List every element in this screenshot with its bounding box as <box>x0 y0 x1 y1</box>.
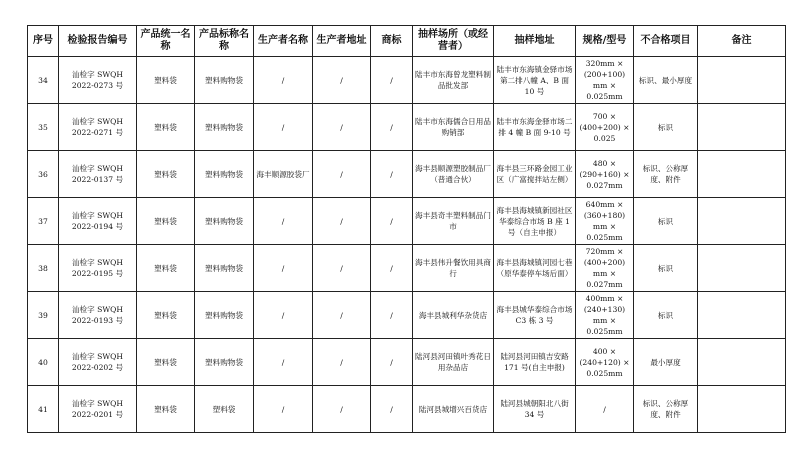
cell-sampling-address: 陆丰市东海镇金驿市场第二排八幢 A、B 面 10 号 <box>494 57 576 104</box>
cell-report-no: 汕检字 SWQH 2022-0271 号 <box>59 104 137 151</box>
cell-report-no: 汕检字 SWQH 2022-0193 号 <box>59 292 137 339</box>
table-row <box>28 104 786 151</box>
header-producer-name: 生产者名称 <box>254 26 313 57</box>
cell-remarks <box>698 151 786 198</box>
cell-producer-name: / <box>254 104 313 151</box>
table-row <box>28 339 786 386</box>
cell-sampling-address: 陆河县城朝阳北八街 34 号 <box>494 386 576 433</box>
header-unified-name: 产品统一名称 <box>137 26 195 57</box>
cell-unified-name: 塑料袋 <box>137 339 195 386</box>
cell-producer-address: / <box>313 104 371 151</box>
table-row <box>28 292 786 339</box>
cell-serial-no: 36 <box>28 151 59 198</box>
cell-report-no: 汕检字 SWQH 2022-0194 号 <box>59 198 137 245</box>
cell-sampling-site: 陆河县河田镇叶秀花日用杂品店 <box>413 339 494 386</box>
cell-sampling-address: 陆河县河田镇吉安路 171 号(自主申报) <box>494 339 576 386</box>
table-row <box>28 151 786 198</box>
cell-serial-no: 39 <box>28 292 59 339</box>
table-row <box>28 198 786 245</box>
header-sampling-address: 抽样地址 <box>494 26 576 57</box>
cell-spec-model: 720mm × (400+200) mm × 0.027mm <box>576 245 634 292</box>
sampling-results-table <box>27 25 786 433</box>
cell-producer-address: / <box>313 292 371 339</box>
cell-producer-address: / <box>313 245 371 292</box>
table-row <box>28 386 786 433</box>
cell-producer-name: / <box>254 57 313 104</box>
cell-nominal-name: 塑料购物袋 <box>195 339 254 386</box>
cell-remarks <box>698 339 786 386</box>
cell-serial-no: 37 <box>28 198 59 245</box>
cell-sampling-site: 海丰县顺源塑胶制品厂（普通合伙） <box>413 151 494 198</box>
table-header-row <box>28 26 786 57</box>
cell-remarks <box>698 104 786 151</box>
cell-sampling-address: 海丰县城华泰综合市场 C3 栋 3 号 <box>494 292 576 339</box>
cell-sampling-address: 海丰县三环路金园工业区（广富搅拌站左侧） <box>494 151 576 198</box>
table-row <box>28 57 786 104</box>
cell-trademark: / <box>371 198 413 245</box>
cell-unified-name: 塑料袋 <box>137 292 195 339</box>
cell-failed-items: 标识 <box>634 292 698 339</box>
cell-failed-items: 标识 <box>634 245 698 292</box>
cell-failed-items: 标识、最小厚度 <box>634 57 698 104</box>
header-sampling-site: 抽样场所（或经营者） <box>413 26 494 57</box>
header-producer-address: 生产者地址 <box>313 26 371 57</box>
cell-remarks <box>698 386 786 433</box>
cell-sampling-address: 海丰县海城镇河园七巷（原华泰停车场后面） <box>494 245 576 292</box>
cell-failed-items: 标识、公称厚度、附件 <box>634 151 698 198</box>
cell-trademark: / <box>371 151 413 198</box>
cell-nominal-name: 塑料袋 <box>195 386 254 433</box>
header-report-no: 检验报告编号 <box>59 26 137 57</box>
cell-remarks <box>698 198 786 245</box>
cell-serial-no: 41 <box>28 386 59 433</box>
cell-trademark: / <box>371 386 413 433</box>
cell-producer-address: / <box>313 386 371 433</box>
cell-producer-name: 海丰顺源胶袋厂 <box>254 151 313 198</box>
cell-nominal-name: 塑料购物袋 <box>195 151 254 198</box>
cell-producer-address: / <box>313 198 371 245</box>
cell-sampling-site: 陆丰市东海儒合日用品购销部 <box>413 104 494 151</box>
cell-report-no: 汕检字 SWQH 2022-0195 号 <box>59 245 137 292</box>
cell-sampling-site: 海丰县奇丰塑料制品门市 <box>413 198 494 245</box>
header-serial-no: 序号 <box>28 26 59 57</box>
cell-producer-name: / <box>254 386 313 433</box>
header-trademark: 商标 <box>371 26 413 57</box>
table-row <box>28 245 786 292</box>
cell-producer-name: / <box>254 198 313 245</box>
cell-trademark: / <box>371 292 413 339</box>
cell-unified-name: 塑料袋 <box>137 57 195 104</box>
cell-spec-model: 480 × (290+160) × 0.027mm <box>576 151 634 198</box>
cell-spec-model: 700 × (400+200) × 0.025 <box>576 104 634 151</box>
header-failed-items: 不合格项目 <box>634 26 698 57</box>
cell-remarks <box>698 57 786 104</box>
cell-sampling-site: 陆河县城增兴百货店 <box>413 386 494 433</box>
cell-sampling-address: 海丰县海城镇新园社区华泰综合市场 B 座 1 号（自主申报） <box>494 198 576 245</box>
cell-sampling-address: 陆丰市东海金驿市场二排 4 幢 B 面 9-10 号 <box>494 104 576 151</box>
cell-report-no: 汕检字 SWQH 2022-0273 号 <box>59 57 137 104</box>
cell-serial-no: 38 <box>28 245 59 292</box>
cell-report-no: 汕检字 SWQH 2022-0137 号 <box>59 151 137 198</box>
cell-unified-name: 塑料袋 <box>137 151 195 198</box>
header-nominal-name: 产品标称名称 <box>195 26 254 57</box>
header-spec-model: 规格/型号 <box>576 26 634 57</box>
cell-producer-name: / <box>254 292 313 339</box>
cell-trademark: / <box>371 245 413 292</box>
cell-producer-name: / <box>254 339 313 386</box>
cell-serial-no: 40 <box>28 339 59 386</box>
cell-trademark: / <box>371 339 413 386</box>
cell-producer-name: / <box>254 245 313 292</box>
cell-unified-name: 塑料袋 <box>137 104 195 151</box>
cell-report-no: 汕检字 SWQH 2022-0202 号 <box>59 339 137 386</box>
cell-failed-items: 最小厚度 <box>634 339 698 386</box>
cell-nominal-name: 塑料购物袋 <box>195 292 254 339</box>
cell-spec-model: 320mm × (200+100) mm × 0.025mm <box>576 57 634 104</box>
cell-failed-items: 标识 <box>634 198 698 245</box>
cell-sampling-site: 海丰县伟升餐饮用具商行 <box>413 245 494 292</box>
cell-nominal-name: 塑料购物袋 <box>195 198 254 245</box>
cell-spec-model: 640mm × (360+180) mm × 0.025mm <box>576 198 634 245</box>
cell-spec-model: 400mm × (240+130) mm × 0.025mm <box>576 292 634 339</box>
cell-trademark: / <box>371 57 413 104</box>
cell-failed-items: 标识、公称厚度、附件 <box>634 386 698 433</box>
cell-producer-address: / <box>313 57 371 104</box>
cell-remarks <box>698 292 786 339</box>
cell-remarks <box>698 245 786 292</box>
cell-unified-name: 塑料袋 <box>137 386 195 433</box>
cell-nominal-name: 塑料购物袋 <box>195 57 254 104</box>
cell-trademark: / <box>371 104 413 151</box>
cell-unified-name: 塑料袋 <box>137 198 195 245</box>
header-remarks: 备注 <box>698 26 786 57</box>
cell-failed-items: 标识 <box>634 104 698 151</box>
cell-serial-no: 35 <box>28 104 59 151</box>
cell-report-no: 汕检字 SWQH 2022-0201 号 <box>59 386 137 433</box>
cell-sampling-site: 陆丰市东海曾龙塑料制品批发部 <box>413 57 494 104</box>
cell-serial-no: 34 <box>28 57 59 104</box>
cell-nominal-name: 塑料购物袋 <box>195 104 254 151</box>
cell-producer-address: / <box>313 339 371 386</box>
cell-sampling-site: 海丰县城利华杂货店 <box>413 292 494 339</box>
cell-unified-name: 塑料袋 <box>137 245 195 292</box>
cell-producer-address: / <box>313 151 371 198</box>
cell-spec-model: / <box>576 386 634 433</box>
cell-spec-model: 400 × (240+120) × 0.025mm <box>576 339 634 386</box>
cell-nominal-name: 塑料购物袋 <box>195 245 254 292</box>
